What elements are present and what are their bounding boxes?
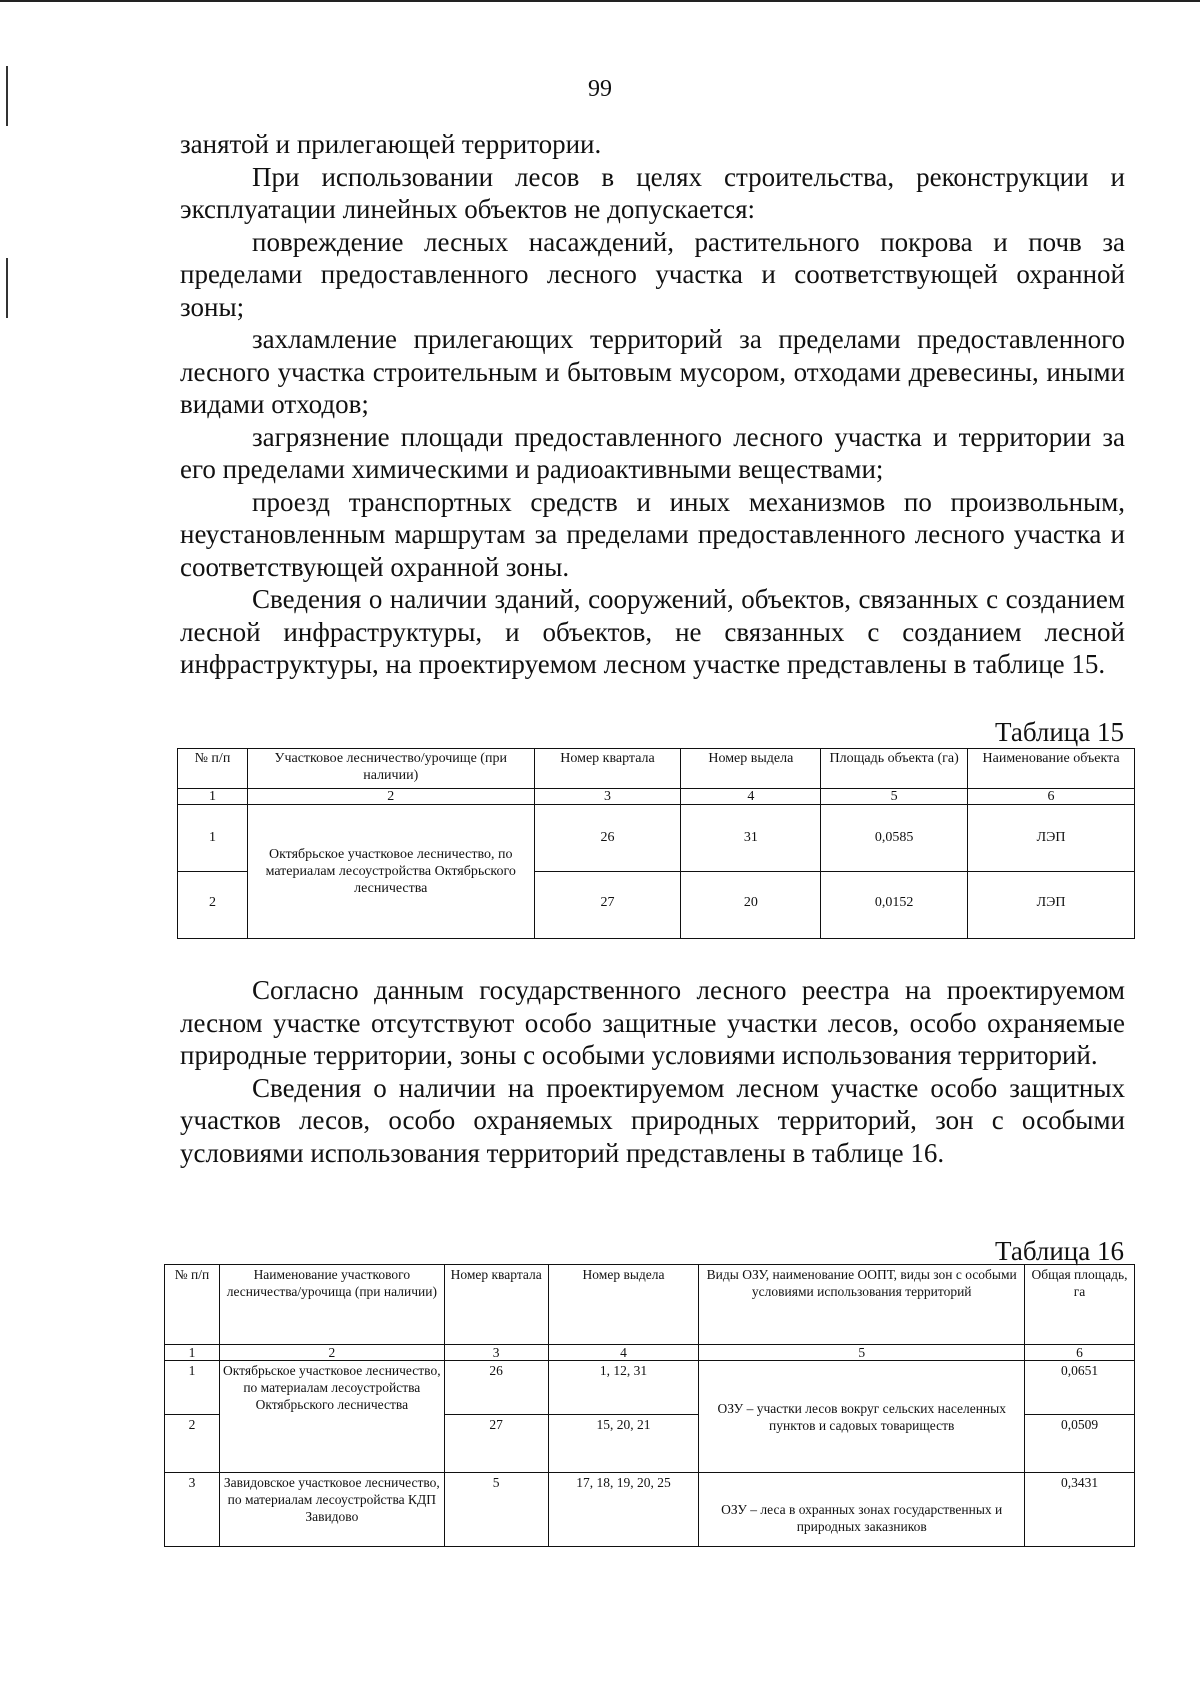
column-number: 3 — [444, 1345, 548, 1361]
area-cell: 0,0585 — [821, 805, 968, 872]
header-cell: Номер квартала — [444, 1265, 548, 1345]
row-number: 2 — [178, 872, 248, 939]
area-cell: 0,0152 — [821, 872, 968, 939]
quarter-cell: 26 — [444, 1361, 548, 1415]
paragraph: проезд транспортных средств и иных механизмов по произвольным, неустановленным маршрутам за пределами предоставленного лесного участка и соответствующей охранной зоны. — [180, 486, 1125, 582]
paragraph: загрязнение площади предоставленного лесного участка и территории за его пределами химическими и радиоактивными веществами; — [180, 421, 1125, 484]
division-cell: 1, 12, 31 — [548, 1361, 699, 1415]
header-cell: Участковое лесничество/урочище (при наличии) — [247, 749, 534, 789]
header-cell: № п/п — [178, 749, 248, 789]
object-name-cell: ЛЭП — [968, 872, 1135, 939]
header-cell: Наименование объекта — [968, 749, 1135, 789]
column-number: 2 — [247, 789, 534, 805]
header-cell: Номер выдела — [548, 1265, 699, 1345]
paragraph: захламление прилегающих территорий за пределами предоставленного лесного участка строительным и бытовым мусором, отходами древесины, иными видами отходов; — [180, 324, 1125, 419]
column-number-row — [178, 789, 1135, 805]
ozu-cell: ОЗУ – участки лесов вокруг сельских населенных пунктов и садовых товариществ — [699, 1361, 1025, 1473]
column-number: 4 — [681, 789, 821, 805]
row-number: 1 — [178, 805, 248, 872]
area-cell: 0,0509 — [1025, 1415, 1135, 1473]
division-cell: 20 — [681, 872, 821, 939]
header-cell: № п/п — [165, 1265, 220, 1345]
header-cell: Номер квартала — [534, 749, 681, 789]
table-header-row — [165, 1265, 1135, 1345]
column-number: 6 — [968, 789, 1135, 805]
header-cell: Общая площадь, га — [1025, 1265, 1135, 1345]
column-number: 1 — [165, 1345, 220, 1361]
table-header-row — [178, 749, 1135, 789]
header-cell: Номер выдела — [681, 749, 821, 789]
column-number: 3 — [534, 789, 681, 805]
paragraph: Сведения о наличии на проектируемом лесном участке особо защитных участков лесов, особо охраняемых природных территорий, зон с особыми условиями использования территорий представлены в таблице 16. — [180, 1072, 1125, 1168]
quarter-cell: 5 — [444, 1473, 548, 1547]
paragraph: занятой и прилегающей территории. — [180, 129, 602, 159]
table-row — [165, 1473, 1135, 1547]
paragraph: Сведения о наличии зданий, сооружений, объектов, связанных с созданием лесной инфраструктуры, и объектов, не связанных с созданием лесной инфраструктуры, на проектируемом лесном участке представлены в таблице 15. — [180, 584, 1125, 679]
column-number: 4 — [548, 1345, 699, 1361]
column-number: 5 — [699, 1345, 1025, 1361]
division-cell: 17, 18, 19, 20, 25 — [548, 1473, 699, 1547]
column-number: 5 — [821, 789, 968, 805]
table-row — [178, 805, 1135, 872]
object-name-cell: ЛЭП — [968, 805, 1135, 872]
table-15 — [177, 748, 1135, 939]
body-text-middle — [180, 974, 1125, 1169]
division-cell: 15, 20, 21 — [548, 1415, 699, 1473]
table-16-caption: Таблица 16 — [995, 1236, 1124, 1266]
header-cell: Наименование участкового лесничества/урочища (при наличии) — [219, 1265, 444, 1345]
quarter-cell: 27 — [534, 872, 681, 939]
header-cell: Площадь объекта (га) — [821, 749, 968, 789]
column-number: 6 — [1025, 1345, 1135, 1361]
area-cell: 0,0651 — [1025, 1361, 1135, 1415]
table-16 — [164, 1264, 1135, 1547]
forestry-cell: Октябрьское участковое лесничество, по материалам лесоустройства Октябрьского лесничества — [219, 1361, 444, 1473]
scan-edge — [0, 0, 1200, 2]
page-number: 99 — [588, 76, 612, 102]
forestry-cell: Октябрьское участковое лесничество, по материалам лесоустройства Октябрьского лесничества — [247, 805, 534, 939]
division-cell: 31 — [681, 805, 821, 872]
column-number: 2 — [219, 1345, 444, 1361]
body-text-top — [180, 128, 1125, 681]
header-cell: Виды ОЗУ, наименование ООПТ, виды зон с особыми условиями использования территорий — [699, 1265, 1025, 1345]
area-cell: 0,3431 — [1025, 1473, 1135, 1547]
forestry-cell: Завидовское участковое лесничество, по материалам лесоустройства КДП Завидово — [219, 1473, 444, 1547]
column-number-row — [165, 1345, 1135, 1361]
row-number: 1 — [165, 1361, 220, 1415]
scan-mark — [6, 258, 8, 318]
paragraph: повреждение лесных насаждений, растительного покрова и почв за пределами предоставленного лесного участка и соответствующей охранной зоны; — [180, 226, 1125, 322]
table-row — [165, 1361, 1135, 1415]
paragraph: Согласно данным государственного лесного реестра на проектируемом лесном участке отсутствуют особо защитные участки лесов, особо охраняемые природные территории, зоны с особыми условиями использования территорий. — [180, 975, 1125, 1070]
row-number: 2 — [165, 1415, 220, 1473]
table-15-caption: Таблица 15 — [995, 717, 1124, 747]
quarter-cell: 26 — [534, 805, 681, 872]
column-number: 1 — [178, 789, 248, 805]
ozu-cell: ОЗУ – леса в охранных зонах государственных и природных заказников — [699, 1473, 1025, 1547]
paragraph: При использовании лесов в целях строительства, реконструкции и эксплуатации линейных объектов не допускается: — [180, 161, 1125, 224]
quarter-cell: 27 — [444, 1415, 548, 1473]
row-number: 3 — [165, 1473, 220, 1547]
